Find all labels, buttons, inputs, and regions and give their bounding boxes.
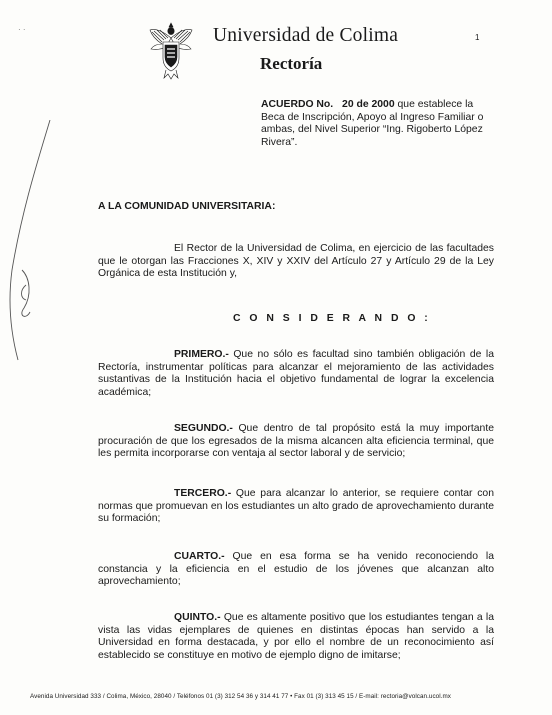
- clause-label: QUINTO.-: [174, 612, 221, 623]
- clause-primero: [98, 349, 494, 399]
- clause-quinto: [98, 612, 494, 662]
- clause-text: Que para alcanzar lo anterior, se requiere contar con normas que promuevan en los estudiantes un alto grado de aprovechamiento durante su formación;: [98, 488, 494, 525]
- clause-label: CUARTO.-: [174, 551, 225, 562]
- office-title: Rectoría: [260, 54, 323, 73]
- addressee: A LA COMUNIDAD UNIVERSITARIA:: [98, 201, 276, 212]
- clause-label: TERCERO.-: [174, 488, 232, 499]
- preamble-text: El Rector de la Universidad de Colima, en ejercicio de las facultades que le otorgan las Fracciones X, XIV y XXIV del Artículo 27 y Artículo 29 de la Ley Orgánica de esta Institución y,: [98, 243, 494, 280]
- clause-text: Que en esa forma se ha venido reconociendo la constancia y la eficiencia en el estudio de los jóvenes que alcanzan alto aprovechamiento;: [98, 551, 494, 588]
- university-crest-icon: [148, 22, 194, 80]
- clause-tercero: [98, 488, 494, 526]
- page-number: 1: [475, 33, 480, 42]
- agreement-label: ACUERDO No.: [261, 99, 334, 110]
- considerando-heading: C O N S I D E R A N D O :: [233, 313, 431, 324]
- clause-label: SEGUNDO.-: [174, 423, 233, 434]
- clause-text: Que no sólo es facultad sino también obligación de la Rectoría, instrumentar políticas para alcanzar el mejoramiento de las actividades sustantivas de la Institución hacia el objetivo fundamental de lograr la excelencia académica;: [98, 349, 494, 398]
- agreement-heading: [261, 99, 494, 149]
- footer-address: Avenida Universidad 333 / Colima, México, 28040 / Teléfonos 01 (3) 312 54 36 y 314 41 77 • Fax 01 (3) 313 45 15 / E-mail: rectoria@volcan.ucol.mx: [30, 693, 451, 700]
- agreement-number: 20 de 2000: [342, 99, 395, 110]
- university-name: Universidad de Colima: [213, 25, 399, 46]
- clause-text: Que es altamente positivo que los estudiantes tengan a la vista las vidas ejemplares de quienes en distintas épocas han servido a la Universidad en forma destacada, y por ello el nombre de un reconocimiento así establecido se constituye en motivo de ejemplo digno de imitarse;: [98, 612, 494, 661]
- clause-text: Que dentro de tal propósito está la muy importante procuración de que los egresados de la misma alcancen alta eficiencia terminal, que les permita incorporarse con ventaja al sector laboral y de servicio;: [98, 423, 494, 460]
- agreement-text: que establece la Beca de Inscripción, Apoyo al Ingreso Familiar o ambas, del Nivel Superior “Ing. Rigoberto López Rivera”.: [261, 99, 484, 148]
- signature-mark-icon: [0, 120, 60, 380]
- preamble-paragraph: [98, 243, 494, 281]
- clause-segundo: [98, 423, 494, 461]
- scan-mark: · ·: [18, 25, 26, 34]
- clause-label: PRIMERO.-: [174, 349, 229, 360]
- clause-cuarto: [98, 551, 494, 589]
